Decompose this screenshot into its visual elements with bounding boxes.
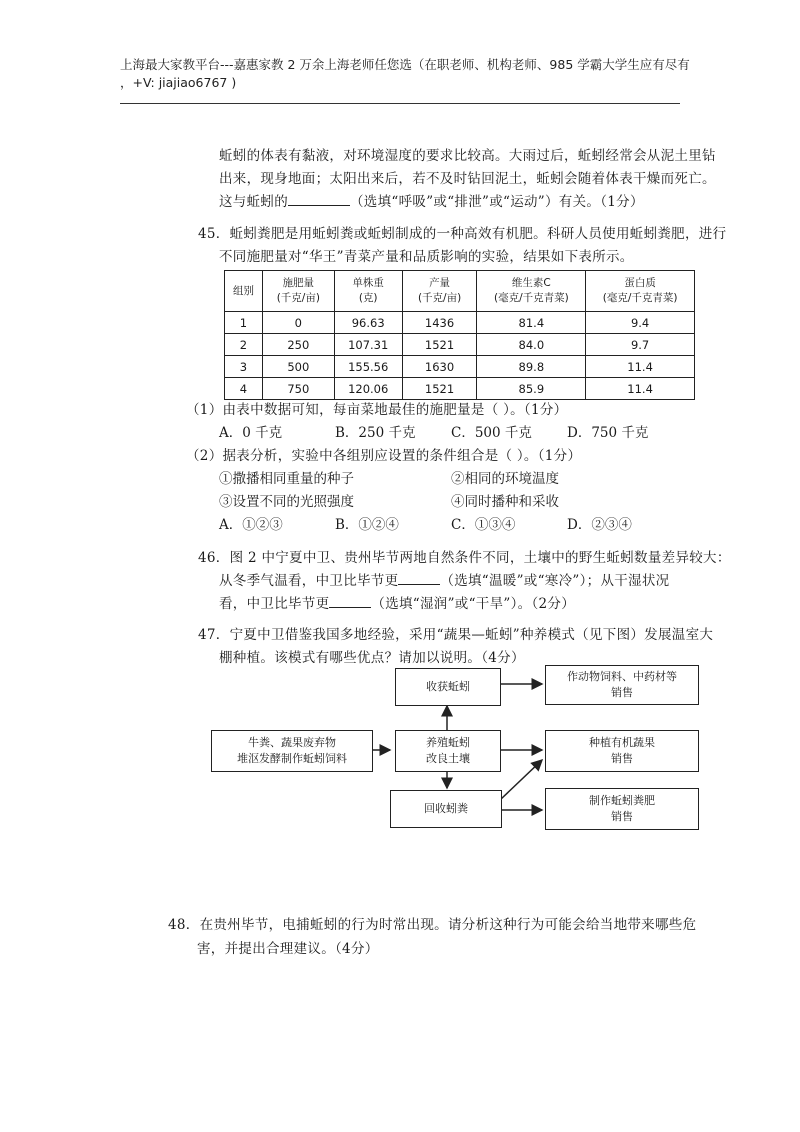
- arrow-recycle-to-plant: [500, 760, 542, 800]
- option-c[interactable]: C．500 千克: [451, 425, 532, 441]
- condition-item: ④同时播种和采收: [451, 494, 559, 510]
- answer-blank[interactable]: [288, 193, 350, 206]
- table-header-row: [225, 271, 695, 312]
- node-breed-earthworm: 养殖蚯蚓 改良土壤: [395, 730, 501, 772]
- q47-stem-line-2: 棚种植。该模式有哪些优点？请加以说明。（4分）: [219, 650, 525, 666]
- answer-blank[interactable]: [329, 595, 371, 608]
- table-row: [225, 334, 695, 356]
- fertilizer-table: [224, 270, 695, 400]
- q46-line-2-text-b: （选填“温暖”或“寒冷”）；从干湿状况: [440, 573, 670, 589]
- table-cell: 85.9: [477, 378, 586, 400]
- table-cell: 155.56: [334, 356, 402, 378]
- option-b[interactable]: B．250 千克: [335, 425, 416, 441]
- table-cell: 1630: [402, 356, 477, 378]
- node-sell-feed: 作动物饲料、中药材等 销售: [545, 665, 699, 705]
- table-header-cell: 单株重 (克): [334, 271, 402, 312]
- table-cell: 250: [262, 334, 334, 356]
- q45-sub2-items-row2: [219, 490, 679, 510]
- table-header-cell: 组别: [225, 271, 263, 312]
- table-cell: 9.4: [586, 312, 695, 334]
- intro-line-2: 出来，现身地面；太阳出来后，若不及时钻回泥土，蚯蚓会随着体表干燥而死亡。: [219, 171, 716, 187]
- table-cell: 1521: [402, 378, 477, 400]
- condition-item: ②相同的环境温度: [451, 471, 559, 487]
- option-d[interactable]: D．750 千克: [567, 425, 649, 441]
- node-organic-produce: 种植有机蔬果 销售: [545, 730, 699, 772]
- intro-line-3-text-a: 这与蚯蚓的: [219, 194, 288, 210]
- intro-line-3: [219, 190, 644, 210]
- q48-stem-line-2: 害，并提出合理建议。（4分）: [197, 941, 379, 957]
- option-c[interactable]: C．①③④: [451, 517, 516, 533]
- intro-line-1: 蚯蚓的体表有黏液，对环境湿度的要求比较高。大雨过后，蚯蚓经常会从泥土里钻: [219, 148, 716, 164]
- table-cell: 81.4: [477, 312, 586, 334]
- q46-stem-line-1: 46．图 2 中宁夏中卫、贵州毕节两地自然条件不同，土壤中的野生蚯蚓数量差异较大：: [198, 550, 731, 566]
- condition-item: ①撒播相同重量的种子: [219, 471, 354, 487]
- q45-sub1-options: [219, 421, 679, 441]
- table-header-cell: 产量 (千克/亩): [402, 271, 477, 312]
- table-cell: 750: [262, 378, 334, 400]
- table-cell: 11.4: [586, 378, 695, 400]
- table-cell: 0: [262, 312, 334, 334]
- q45-sub2-options: [219, 513, 679, 533]
- table-header-cell: 施肥量 (千克/亩): [262, 271, 334, 312]
- q45-stem-line-1: 45．蚯蚓粪肥是用蚯蚓粪或蚯蚓制成的一种高效有机肥。科研人员使用蚯蚓粪肥，进行: [198, 226, 727, 242]
- node-make-fertilizer: 制作蚯蚓粪肥 销售: [545, 788, 699, 830]
- q45-stem-line-2: 不同施肥量对“华王”青菜产量和品质影响的实验，结果如下表所示。: [219, 249, 634, 265]
- table-cell: 2: [225, 334, 263, 356]
- option-b[interactable]: B．①②④: [335, 517, 399, 533]
- q45-sub2-stem: （2）据表分析，实验中各组别应设置的条件组合是（ ）。（1分）: [186, 448, 582, 464]
- header-rule: [120, 103, 680, 104]
- q45-sub1-stem: （1）由表中数据可知，每亩菜地最佳的施肥量是（ ）。（1分）: [186, 402, 568, 418]
- answer-blank[interactable]: [398, 572, 440, 585]
- option-d[interactable]: D．②③④: [567, 517, 632, 533]
- table-header-cell: 蛋白质 (毫克/千克青菜): [586, 271, 695, 312]
- table-cell: 107.31: [334, 334, 402, 356]
- table-cell: 9.7: [586, 334, 695, 356]
- condition-item: ③设置不同的光照强度: [219, 494, 354, 510]
- intro-line-3-text-b: （选填“呼吸”或“排泄”或“运动”）有关。（1分）: [350, 194, 644, 210]
- table-cell: 120.06: [334, 378, 402, 400]
- q47-stem-line-1: 47．宁夏中卫借鉴我国多地经验，采用“蔬果—蚯蚓”种养模式（见下图）发展温室大: [198, 627, 714, 643]
- option-a[interactable]: A．①②③: [219, 517, 283, 533]
- q48-stem-line-1: 48．在贵州毕节，电捕蚯蚓的行为时常出现。请分析这种行为可能会给当地带来哪些危: [168, 917, 697, 933]
- q46-stem-line-3: [219, 592, 575, 612]
- table-cell: 1: [225, 312, 263, 334]
- table-cell: 4: [225, 378, 263, 400]
- q46-line-3-text-a: 看，中卫比毕节更: [219, 596, 330, 612]
- table-cell: 96.63: [334, 312, 402, 334]
- table-row: [225, 356, 695, 378]
- table-cell: 89.8: [477, 356, 586, 378]
- table-cell: 11.4: [586, 356, 695, 378]
- node-feed-source: 牛粪、蔬果废弃物 堆沤发酵制作蚯蚓饲料: [211, 730, 373, 772]
- q45-sub2-items-row1: [219, 467, 679, 487]
- page-header: 上海最大家教平台---嘉惠家教 2 万余上海老师任您选（在职老师、机构老师、985 学霸大学生应有尽有 ，+V: jiajiao6767 ): [120, 57, 690, 90]
- q46-line-3-text-b: （选填“湿润”或“干旱”）。（2分）: [371, 596, 576, 612]
- table-cell: 1436: [402, 312, 477, 334]
- q46-line-2-text-a: 从冬季气温看，中卫比毕节更: [219, 573, 399, 589]
- table-cell: 1521: [402, 334, 477, 356]
- node-harvest-earthworm: 收获蚯蚓: [395, 668, 501, 706]
- table-row: [225, 378, 695, 400]
- q46-stem-line-2: [219, 569, 669, 589]
- table-header-cell: 维生素C (毫克/千克青菜): [477, 271, 586, 312]
- table-row: [225, 312, 695, 334]
- node-recycle-castings: 回收蚓粪: [390, 790, 502, 828]
- table-cell: 84.0: [477, 334, 586, 356]
- option-a[interactable]: A．0 千克: [219, 425, 283, 441]
- table-cell: 500: [262, 356, 334, 378]
- table-cell: 3: [225, 356, 263, 378]
